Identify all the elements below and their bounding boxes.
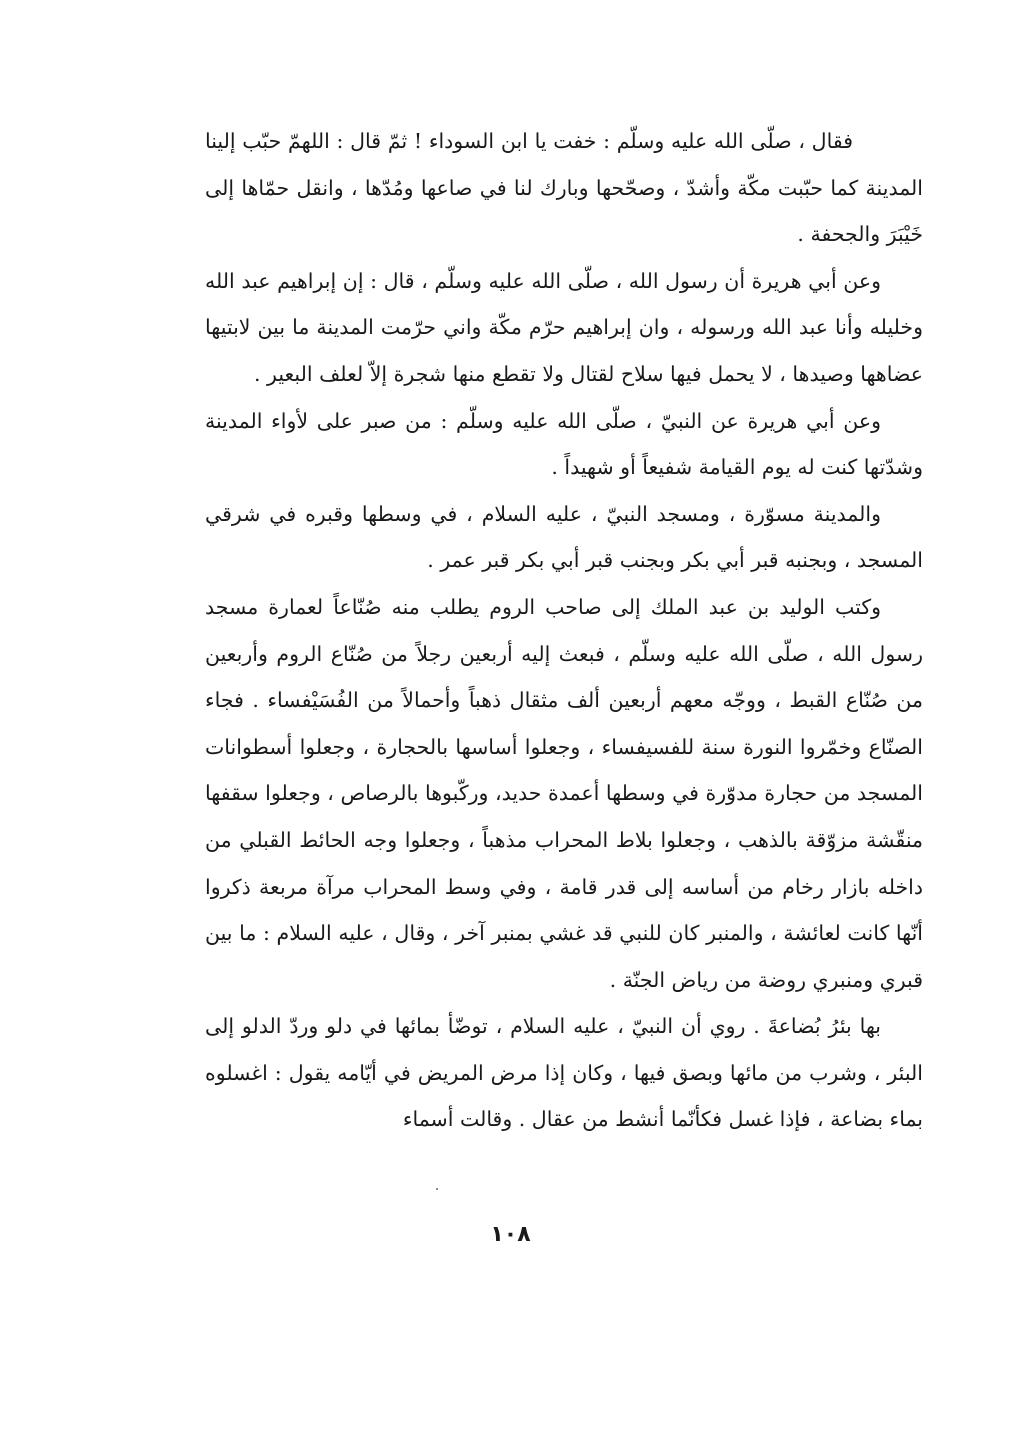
paragraph-6: بها بئرُ بُضاعةَ . روي أن النبيّ ، عليه السلام ، توضّأ بمائها في دلو وردّ الدلو إلى البئر ، وشرب من مائها وبصق فيها ، وكان إذا مرض المريض في أيّامه يقول : اغسلوه بماء بضاعة ، فإذا غسل فكأنّما أنشط من عقال . وقالت أسماء — [205, 1014, 923, 1132]
paragraph-3: وعن أبي هريرة عن النبيّ ، صلّى الله عليه وسلّم : من صبر على لأواء المدينة وشدّتها كنت له يوم القيامة شفيعاً أو شهيداً . — [205, 408, 923, 480]
page-number: ١٠٨ — [490, 1222, 531, 1247]
paragraph-5: وكتب الوليد بن عبد الملك إلى صاحب الروم يطلب منه صُنّاعاً لعمارة مسجد رسول الله ، صلّى الله عليه وسلّم ، فبعث إليه أربعين رجلاً من صُنّاع الروم وأربعين من صُنّاع القبط ، ووجّه معهم أربعين ألف مثقال ذهباً وأحمالاً من الفُسَيْفساء . فجاء الصنّاع وخمّروا النورة سنة للفسيفساء ، وجعلوا أساسها بالحجارة ، وجعلوا أسطوانات المسجد من حجارة مدوّرة في وسطها أعمدة حديد، وركّبوها بالرصاص ، وجعلوا سقفها منقّشة مزوّقة بالذهب ، وجعلوا بلاط المحراب مذهباً ، وجعلوا وجه الحائط القبلي من داخله بازار رخام من أساسه إلى قدر قامة ، وفي وسط المحراب مرآة مربعة ذكروا أنّها كانت لعائشة ، والمنبر كان للنبي قد غشي بمنبر آخر ، وقال ، عليه السلام : ما بين قبري ومنبري روضة من رياض الجنّة . — [205, 594, 923, 992]
paragraph-4: والمدينة مسوّرة ، ومسجد النبيّ ، عليه السلام ، في وسطها وقبره في شرقي المسجد ، وبجنبه قبر أبي بكر وبجنب قبر أبي بكر قبر عمر . — [205, 501, 923, 573]
paragraph-2: وعن أبي هريرة أن رسول الله ، صلّى الله عليه وسلّم ، قال : إن إبراهيم عبد الله وخليله وأنا عبد الله ورسوله ، وان إبراهيم حرّم مكّة واني حرّمت المدينة ما بين لابتيها عضاهها وصيدها ، لا يحمل فيها سلاح لقتال ولا تقطع منها شجرة إلاّ لعلف البعير . — [205, 268, 923, 386]
paragraph-1: فقال ، صلّى الله عليه وسلّم : خفت يا ابن السوداء ! ثمّ قال : اللهمّ حبّب إلينا المدينة كما حبّبت مكّة وأشدّ ، وصحّحها وبارك لنا في صاعها ومُدّها ، وانقل حمّاها إلى خَيْبَرَ والجحفة . — [205, 129, 923, 247]
scan-speck — [436, 1188, 438, 1190]
body-text — [205, 118, 923, 1143]
